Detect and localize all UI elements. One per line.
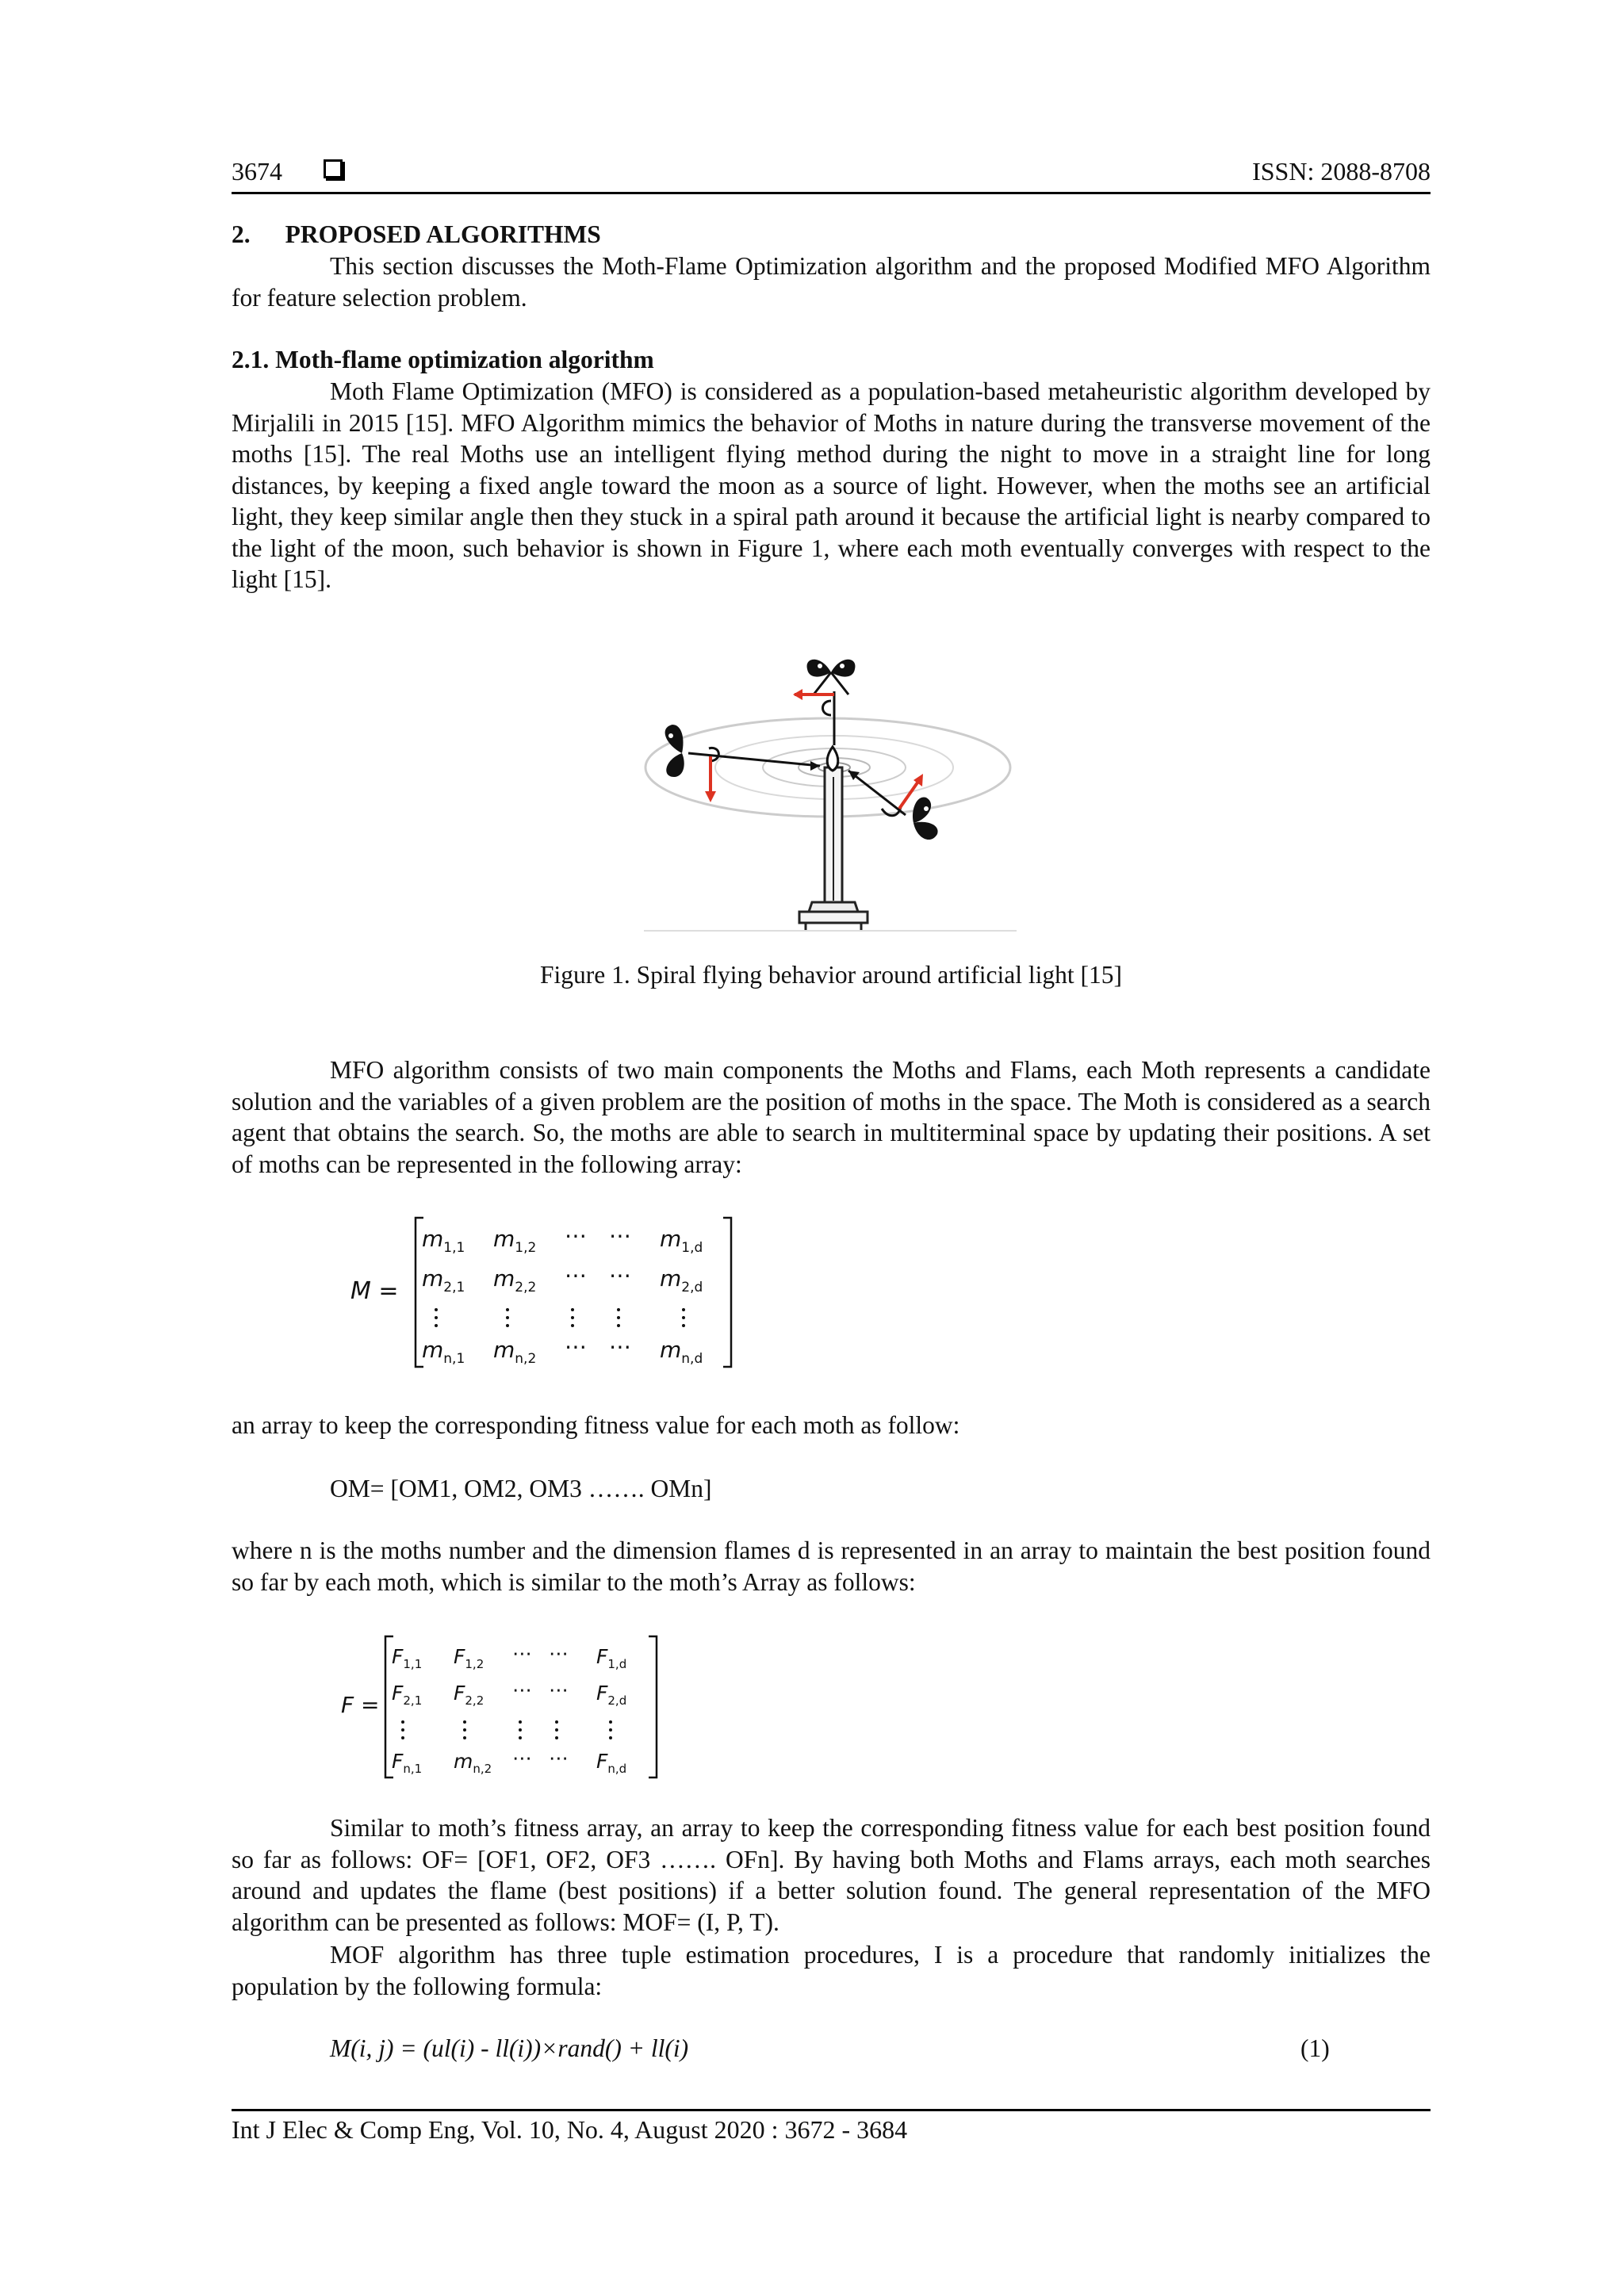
svg-text:⋯: ⋯ [549,1747,569,1770]
figure-moth-spiral [644,650,1017,936]
body-paragraph-flame-fitness: Similar to moth’s fitness array, an array to keep the corresponding fitness value for each best position found so far as follows: OF= [OF1, OF2, OF3 ……. OFn]. By having both Moths and Flams arrays, each moth searches around and updates the flame (best positions) if a better solution found. The general representation of the MFO algorithm can be presented as follows: MOF= (I, P, T). [232,1814,1431,1936]
body-paragraph-flames: where n is the moths number and the dimension flames d is represented in an array to maintain the best position found so far by each moth, which is similar to the moth’s Array as follows: [232,1536,1431,1596]
svg-text:⋯: ⋯ [512,1678,532,1701]
header-rule [232,192,1431,194]
om-array: OM= [OM1, OM2, OM3 ……. OMn] [330,1475,712,1502]
svg-text:F2,2: $F_{2,2}$ [454,1682,485,1708]
svg-text:mn,1: $m_{n,1}$ [422,1337,465,1367]
page-number: 3674 [232,157,282,186]
svg-text:⋯: ⋯ [512,1642,532,1665]
footer-rule [232,2109,1431,2111]
svg-text:m2,d: $m_{2,d}$ [660,1265,703,1295]
matrix-m [341,1213,753,1372]
svg-text:m1,2: $m_{1,2}$ [493,1226,537,1256]
matrix-f-row-1 [392,1642,626,1671]
svg-text:Fn,d: $F_{n,d}$ [596,1750,627,1776]
body-paragraph-tuple: MOF algorithm has three tuple estimation procedures, I is a procedure that randomly initializes the population by the following formula: [232,1941,1431,2000]
svg-text:⋯: ⋯ [565,1334,587,1360]
figure-caption: Figure 1. Spiral flying behavior around artificial light [15] [540,961,1122,989]
checkbox-square-icon [324,159,343,178]
equation-number: (1) [1300,2034,1330,2062]
matrix-m-row-2 [422,1262,703,1295]
matrix-f [341,1632,674,1782]
body-paragraph-moths: MFO algorithm consists of two main components the Moths and Flams, each Moth represents a candidate solution and the variables of a given problem are the position of moths in the space. The Moth is considered as a search agent that obtains the search. So, the moths are able to search in multiterminal space by updating their positions. A set of moths can be represented in the following array: [232,1056,1431,1178]
svg-text:F1,2: $F_{1,2}$ [454,1645,485,1671]
svg-text:m1,d: $m_{1,d}$ [660,1226,703,1256]
svg-text:mn,2: $m_{n,2}$ [493,1337,537,1367]
section-title: PROPOSED ALGORITHMS [285,220,601,248]
matrix-m-vdots [435,1308,685,1327]
section-intro: This section discusses the Moth-Flame Optimization algorithm and the proposed Modified MFO Algorithm for feature selection problem. [232,252,1431,312]
subsection-paragraph: Moth Flame Optimization (MFO) is considered as a population-based metaheuristic algorithm developed by Mirjalili in 2015 [15]. MFO Algorithm mimics the behavior of Moths in nature during the transverse movement of the moths [15]. The real Moths use an intelligent flying method during the night to move in a straight line for long distances, by keeping a fixed angle toward the moon as a source of light. However, when the moths see an artificial light, they keep similar angle then they stuck in a spiral path around it because the artificial light is nearby compared to the light of the moon, such behavior is shown in Figure 1, where each moth eventually converges with respect to the light [15]. [232,377,1431,593]
svg-text:mn,2: $m_{n,2}$ [454,1750,492,1776]
issn: ISSN: 2088-8708 [1252,157,1431,186]
matrix-f-lhs: F = [341,1692,380,1718]
svg-text:⋯: ⋯ [609,1334,631,1360]
svg-text:mn,d: $m_{n,d}$ [660,1337,703,1367]
matrix-f-vdots [401,1720,612,1739]
matrix-m-lhs: M = [350,1277,399,1305]
matrix-m-row-1 [422,1223,703,1256]
svg-text:⋯: ⋯ [512,1747,532,1770]
svg-text:F2,d: $F_{2,d}$ [596,1682,627,1708]
footer-citation: Int J Elec & Comp Eng, Vol. 10, No. 4, August 2020 : 3672 - 3684 [232,2115,908,2144]
section-heading [232,219,601,251]
subsection-heading: 2.1. Moth-flame optimization algorithm [232,346,654,373]
svg-text:F1,d: $F_{1,d}$ [596,1645,627,1671]
section-number: 2. [232,220,251,248]
svg-text:F2,1: $F_{2,1}$ [392,1682,423,1708]
svg-text:F1,1: $F_{1,1}$ [392,1645,423,1671]
svg-text:⋯: ⋯ [565,1223,587,1249]
svg-text:m2,1: $m_{2,1}$ [422,1265,465,1295]
svg-text:⋯: ⋯ [565,1262,587,1288]
matrix-f-row-2 [392,1678,626,1708]
svg-text:⋯: ⋯ [549,1642,569,1665]
matrix-m-row-n [422,1334,703,1367]
svg-text:m1,1: $m_{1,1}$ [422,1226,465,1256]
body-paragraph-fitness: an array to keep the corresponding fitness value for each moth as follow: [232,1411,960,1439]
matrix-f-row-n [392,1747,626,1776]
svg-text:⋯: ⋯ [609,1262,631,1288]
svg-text:⋯: ⋯ [549,1678,569,1701]
svg-text:Fn,1: $F_{n,1}$ [392,1750,423,1776]
svg-text:⋯: ⋯ [609,1223,631,1249]
equation: M(i, j) = (ul(i) - ll(i))×rand() + ll(i) [330,2034,689,2062]
svg-text:m2,2: $m_{2,2}$ [493,1265,537,1295]
